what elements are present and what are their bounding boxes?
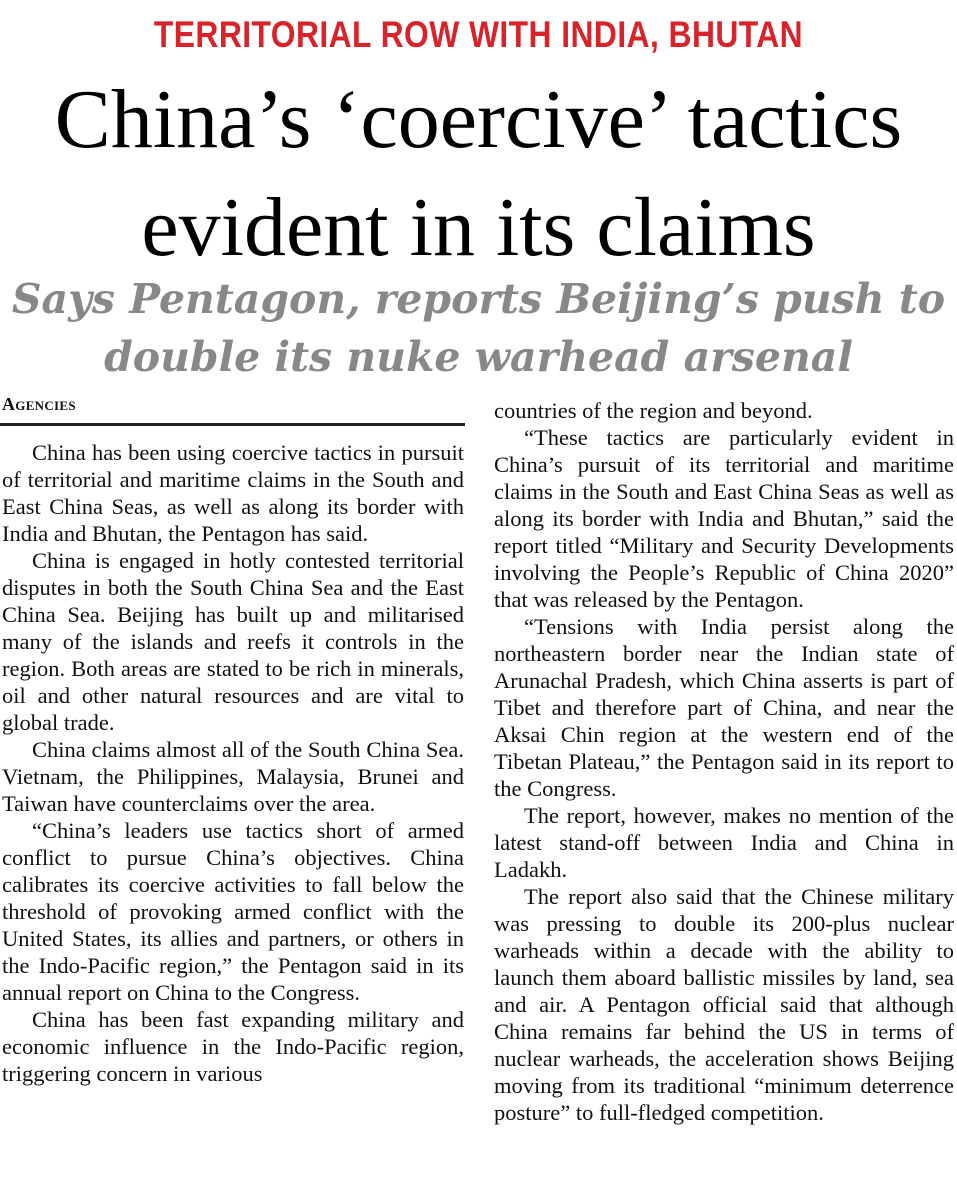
byline-rule: [0, 423, 465, 426]
paragraph: The report, however, makes no mention of the latest stand-off between India and China in Ladakh.: [494, 803, 954, 882]
paragraph: China claims almost all of the South China Sea. Vietnam, the Philippines, Malaysia, Brunei and Taiwan have counterclaims over the area.: [2, 737, 464, 816]
kicker: TERRITORIAL ROW WITH INDIA, BHUTAN: [153, 14, 804, 55]
paragraph: “China’s leaders use tactics short of armed conflict to pursue China’s objectives. China calibrates its coercive activities to fall below the threshold of provoking armed conflict with the United States, its allies and partners, or others in the Indo-Pacific region,” the Pentagon said in its annual report on China to the Congress.: [2, 818, 464, 1005]
paragraph: The report also said that the Chinese military was pressing to double its 200-plus nuclear warheads within a decade with the ability to launch them aboard ballistic missiles by land, sea and air. A Pentagon official said that although China remains far behind the US in terms of nuclear warheads, the acceleration shows Beijing moving from its traditional “minimum deterrence posture” to full-fledged competition.: [494, 884, 954, 1125]
article-column-2: [494, 397, 954, 1126]
deck: [0, 270, 957, 386]
headline-line-2: evident in its claims: [141, 181, 816, 274]
paragraph: China is engaged in hotly contested territorial disputes in both the South China Sea and the East China Sea. Beijing has built up and militarised many of the islands and reefs it controls in the region. Both areas are stated to be rich in minerals, oil and other natural resources and are vital to global trade.: [2, 548, 464, 735]
headline-line-1: China’s ‘coercive’ tactics: [54, 73, 903, 166]
headline: [0, 66, 957, 282]
paragraph: China has been using coercive tactics in pursuit of territorial and maritime claims in the South and East China Seas, as well as along its border with India and Bhutan, the Pentagon has said.: [2, 440, 464, 546]
paragraph: “These tactics are particularly evident in China’s pursuit of its territorial and maritime claims in the South and East China Seas as well as along its border with India and Bhutan,” said the report titled “Military and Security Developments involving the People’s Republic of China 2020” that was released by the Pentagon.: [494, 425, 954, 612]
article-column-1: [2, 439, 464, 1087]
paragraph: China has been fast expanding military and economic influence in the Indo-Pacific region, triggering concern in various: [2, 1007, 464, 1086]
byline: Agencies: [2, 394, 76, 414]
paragraph: countries of the region and beyond.: [494, 398, 813, 423]
deck-line-1: Says Pentagon, reports Beijing’s push to: [11, 275, 946, 323]
deck-line-2: double its nuke warhead arsenal: [104, 333, 853, 381]
paragraph: “Tensions with India persist along the northeastern border near the Indian state of Arunachal Pradesh, which China asserts is part of Tibet and therefore part of China, and near the Aksai Chin region at the western end of the Tibetan Plateau,” the Pentagon said in its report to the Congress.: [494, 614, 954, 801]
